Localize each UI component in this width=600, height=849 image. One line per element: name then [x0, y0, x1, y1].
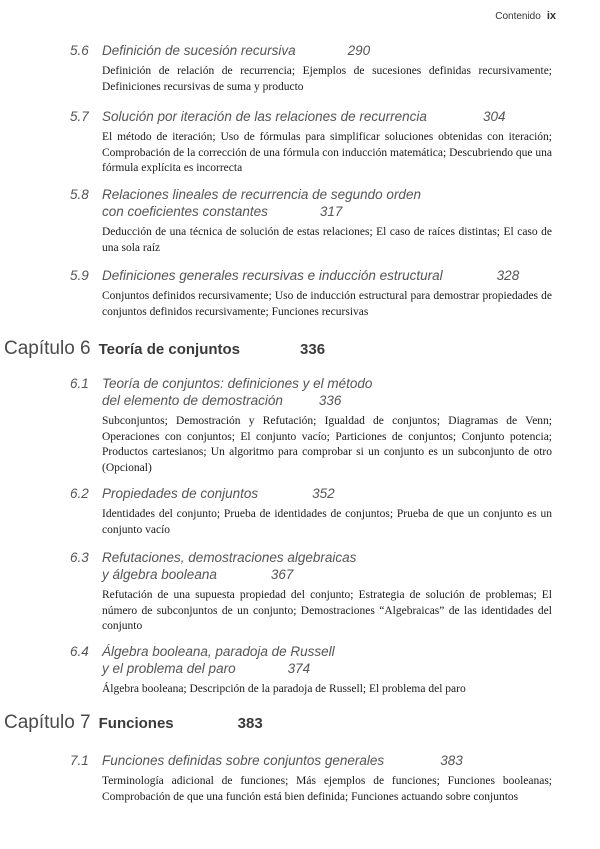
section-number: 5.7 [70, 109, 89, 124]
chapter-page: 383 [237, 715, 263, 732]
chapter-heading [4, 338, 564, 360]
section-title [70, 267, 552, 284]
section-title [70, 485, 552, 502]
section-description: Refutación de una supuesta propiedad del conjunto; Estrategia de solución de problemas; El número de subconjuntos de un conjunto; Demostraciones “Algebraicas” de las identidades del conjunto [102, 589, 552, 632]
chapter-heading [4, 712, 564, 734]
header-page-number: ix [546, 10, 556, 22]
section-page: 317 [319, 204, 343, 219]
section-page: 336 [318, 393, 342, 408]
section-number: 6.1 [70, 376, 89, 391]
toc-section [70, 42, 552, 95]
toc-section [70, 752, 552, 805]
section-title-text: Propiedades de conjuntos [102, 486, 259, 501]
section-title-text: Definiciones generales recursivas e inducción estructural [102, 268, 443, 283]
section-page: 383 [440, 753, 463, 768]
toc-section [70, 549, 552, 635]
section-title-text-cont: y álgebra booleana [102, 567, 217, 582]
section-number: 5.6 [70, 43, 89, 58]
section-description: Deducción de una técnica de solución de estas relaciones; El caso de raíces distintas; El caso de una sola raíz [102, 226, 552, 254]
section-number: 6.2 [70, 486, 89, 501]
section-page: 367 [270, 567, 294, 582]
section-title [70, 108, 552, 125]
section-number: 5.9 [70, 268, 89, 283]
section-number: 6.4 [70, 644, 89, 659]
section-title-text-cont: del elemento de demostración [102, 393, 283, 408]
section-number: 5.8 [70, 187, 89, 202]
chapter-title: Funciones [98, 715, 174, 732]
section-title-text: Álgebra booleana, paradoja de Russell [102, 644, 335, 659]
toc-section [70, 108, 552, 177]
section-title-text-cont: y el problema del paro [102, 661, 236, 676]
section-description: Conjuntos definidos recursivamente; Uso de inducción estructural para demostrar propiedades de conjuntos definidos recursivamente; Funciones recursivas [102, 290, 552, 318]
section-description: Definición de relación de recurrencia; Ejemplos de sucesiones definidas recursivamente; Definiciones recursivas de suma y producto [102, 65, 552, 93]
toc-section [70, 485, 552, 538]
chapter-page: 336 [300, 341, 326, 358]
section-title [70, 375, 552, 409]
section-description: Álgebra booleana; Descripción de la paradoja de Russell; El problema del paro [102, 683, 466, 695]
section-title-text: Funciones definidas sobre conjuntos generales [102, 753, 385, 768]
section-page: 374 [287, 661, 311, 676]
section-title-text: Teoría de conjuntos: definiciones y el método [102, 376, 373, 391]
chapter-label: Capítulo 7 [4, 712, 91, 733]
section-title [70, 42, 552, 59]
section-description: Identidades del conjunto; Prueba de identidades de conjuntos; Prueba de que un conjunto es un conjunto vacío [102, 508, 552, 536]
section-number: 7.1 [70, 753, 89, 768]
chapter-title: Teoría de conjuntos [98, 341, 241, 358]
section-title [70, 186, 552, 220]
toc-section [70, 643, 552, 698]
section-page: 352 [312, 486, 335, 501]
section-number: 6.3 [70, 550, 89, 565]
section-page: 328 [496, 268, 520, 283]
section-title [70, 752, 552, 769]
header-label: Contenido [495, 11, 541, 22]
toc-section [70, 267, 552, 320]
section-description: Terminología adicional de funciones; Más ejemplos de funciones; Funciones booleanas; Comprobación de que una función está bien definida; Funciones actuando sobre conjuntos [102, 775, 552, 803]
section-title [70, 549, 552, 583]
running-header [495, 10, 556, 22]
toc-section [70, 186, 552, 256]
section-title-text-cont: con coeficientes constantes [102, 204, 268, 219]
toc-section [70, 375, 552, 476]
section-description: Subconjuntos; Demostración y Refutación; Igualdad de conjuntos; Diagramas de Venn; Operaciones con conjuntos; El conjunto vacío; Particiones de conjuntos; Conjunto potencia; Productos cartesianos; Un algoritmo para comprobar si un conjunto es un subconjunto de otro (Opcional) [102, 415, 552, 474]
section-description: El método de iteración; Uso de fórmulas para simplificar soluciones obtenidas con iteración; Comprobación de la corrección de una fórmula con inducción matemática; Descubriendo que una fórmula explícita es incorrecta [102, 131, 552, 174]
section-title-text: Solución por iteración de las relaciones de recurrencia [102, 109, 427, 124]
section-title-text: Refutaciones, demostraciones algebraicas [102, 550, 357, 565]
section-title-text: Definición de sucesión recursiva [102, 43, 296, 58]
section-page: 304 [482, 109, 506, 124]
section-title-text: Relaciones lineales de recurrencia de segundo orden [102, 187, 421, 202]
section-title [70, 643, 552, 677]
chapter-label: Capítulo 6 [4, 338, 91, 359]
section-page: 290 [347, 43, 371, 58]
